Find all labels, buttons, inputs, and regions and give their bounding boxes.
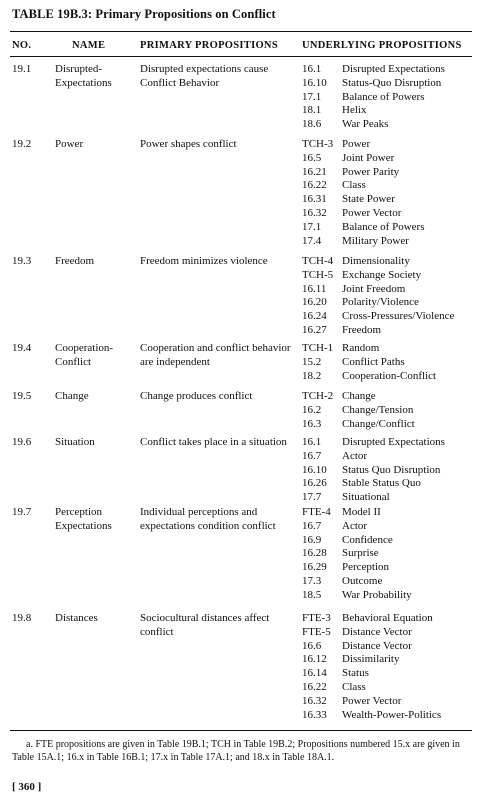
underlying-proposition [302, 390, 477, 404]
underlying-proposition [302, 310, 477, 324]
proposition-code: 16.20 [302, 296, 327, 309]
table-title: TABLE 19B.3: Primary Propositions on Conflict [12, 7, 276, 21]
underlying-proposition [302, 534, 477, 548]
proposition-code: 16.31 [302, 193, 327, 206]
row-number: 19.5 [12, 390, 32, 402]
proposition-label: Class [342, 680, 366, 693]
proposition-code: 16.1 [302, 63, 322, 75]
row-name: Perception Expectations [55, 506, 112, 532]
underlying-proposition [302, 695, 477, 709]
proposition-code: 17.3 [302, 574, 322, 587]
row-number: 19.4 [12, 342, 32, 354]
underlying-proposition [302, 667, 477, 681]
proposition-label: War Peaks [342, 118, 389, 131]
bottom-rule [10, 730, 472, 731]
row-underlying-propositions [302, 436, 477, 505]
row-primary-proposition: Change produces conflict [140, 390, 253, 402]
row-name: Change [55, 390, 89, 402]
footnote: a. FTE propositions are given in Table 19B.1; TCH in Table 19B.2; Propositions numbered 15.x are given in Table 15A.1; 16.x in Table 16B.1; 17.x in Table 17A.1; and 18.x in Table 18A.1. [12, 739, 460, 763]
underlying-proposition [302, 404, 477, 418]
proposition-code: 17.1 [302, 220, 322, 233]
row-underlying-propositions [302, 63, 477, 132]
proposition-label: Dimensionality [342, 255, 410, 267]
proposition-code: TCH-5 [302, 268, 334, 281]
row-number: 19.8 [12, 612, 32, 624]
proposition-code: TCH-2 [302, 390, 334, 402]
underlying-proposition [302, 681, 477, 695]
proposition-code: 16.5 [302, 151, 322, 164]
underlying-proposition [302, 612, 477, 626]
underlying-proposition [302, 640, 477, 654]
proposition-code: 16.7 [302, 519, 322, 532]
proposition-code: 16.6 [302, 639, 322, 652]
underlying-proposition [302, 221, 477, 235]
proposition-label: Status-Quo Disruption [342, 76, 442, 89]
underlying-proposition [302, 166, 477, 180]
top-rule [10, 31, 472, 32]
row-number: 19.6 [12, 436, 32, 448]
row-name: Cooperation- Conflict [55, 342, 114, 368]
underlying-proposition [302, 63, 477, 77]
row-underlying-propositions [302, 342, 477, 383]
row-primary-proposition: Individual perceptions and expectations condition conflict [140, 506, 276, 532]
row-name: Situation [55, 436, 95, 448]
row-primary-proposition: Sociocultural distances affect conflict [140, 612, 270, 638]
underlying-proposition [302, 324, 477, 338]
underlying-proposition [302, 235, 477, 249]
proposition-label: Disrupted Expectations [342, 436, 445, 448]
proposition-code: 16.32 [302, 694, 327, 707]
underlying-proposition [302, 436, 477, 450]
underlying-proposition [302, 207, 477, 221]
proposition-label: Random [342, 342, 380, 354]
underlying-proposition [302, 520, 477, 534]
proposition-label: Perception [342, 561, 390, 574]
proposition-code: 17.1 [302, 90, 322, 103]
proposition-label: Polarity/Violence [342, 296, 419, 309]
proposition-label: Power Vector [342, 206, 402, 219]
proposition-label: War Probability [342, 588, 412, 601]
proposition-label: Actor [342, 519, 368, 532]
header-primary: PRIMARY PROPOSITIONS [140, 40, 278, 51]
proposition-label: Military Power [342, 234, 409, 247]
row-underlying-propositions [302, 138, 477, 248]
underlying-proposition [302, 118, 477, 132]
page-number: [ 360 ] [12, 781, 42, 793]
proposition-label: Freedom [342, 323, 382, 336]
proposition-label: Situational [342, 491, 390, 504]
proposition-code: FTE-5 [302, 625, 331, 638]
proposition-code: 16.3 [302, 417, 322, 430]
proposition-label: Power [342, 138, 371, 150]
proposition-label: State Power [342, 193, 395, 206]
underlying-proposition [302, 104, 477, 118]
underlying-proposition [302, 193, 477, 207]
proposition-label: Change/Conflict [342, 417, 415, 430]
proposition-label: Joint Freedom [342, 282, 406, 295]
proposition-label: Helix [342, 104, 367, 117]
row-underlying-propositions [302, 506, 477, 603]
proposition-code: 18.2 [302, 369, 322, 382]
proposition-code: 16.22 [302, 179, 327, 192]
proposition-code: 16.33 [302, 708, 327, 721]
proposition-code: 16.9 [302, 533, 322, 546]
proposition-label: Balance of Powers [342, 90, 425, 103]
proposition-code: 18.5 [302, 588, 322, 601]
row-primary-proposition: Cooperation and conflict behavior are independent [140, 342, 291, 368]
proposition-code: 16.14 [302, 667, 327, 680]
row-name: Freedom [55, 255, 95, 267]
header-underlying: UNDERLYING PROPOSITIONS [302, 40, 462, 51]
underlying-proposition [302, 575, 477, 589]
proposition-code: 16.24 [302, 310, 327, 323]
row-number: 19.3 [12, 255, 32, 267]
proposition-code: 18.6 [302, 118, 322, 131]
proposition-label: Power Parity [342, 165, 400, 178]
proposition-code: 16.29 [302, 561, 327, 574]
underlying-proposition [302, 356, 477, 370]
proposition-code: 16.12 [302, 653, 327, 666]
proposition-code: 16.11 [302, 282, 327, 295]
proposition-code: 16.7 [302, 449, 322, 462]
proposition-code: 16.22 [302, 680, 327, 693]
underlying-proposition [302, 477, 477, 491]
header-name: NAME [72, 40, 106, 51]
underlying-proposition [302, 418, 477, 432]
underlying-proposition [302, 179, 477, 193]
proposition-label: Status Quo Disruption [342, 463, 441, 476]
proposition-code: 18.1 [302, 104, 322, 117]
proposition-label: Distance Vector [342, 625, 412, 638]
proposition-code: 16.21 [302, 165, 327, 178]
proposition-label: Cooperation-Conflict [342, 369, 437, 382]
proposition-code: 16.10 [302, 76, 327, 89]
proposition-code: 16.1 [302, 436, 322, 448]
underlying-proposition [302, 152, 477, 166]
row-number: 19.2 [12, 138, 32, 150]
proposition-label: Distance Vector [342, 639, 412, 652]
underlying-proposition [302, 506, 477, 520]
underlying-proposition [302, 296, 477, 310]
proposition-code: 15.2 [302, 355, 322, 368]
proposition-label: Conflict Paths [342, 355, 405, 368]
proposition-label: Stable Status Quo [342, 477, 421, 490]
proposition-label: Class [342, 179, 366, 192]
proposition-label: Cross-Pressures/Violence [342, 310, 455, 323]
underlying-proposition [302, 138, 477, 152]
row-underlying-propositions [302, 612, 477, 722]
proposition-label: Status [342, 667, 369, 680]
proposition-label: Wealth-Power-Politics [342, 708, 442, 721]
proposition-label: Model II [342, 506, 381, 518]
proposition-code: 16.27 [302, 323, 327, 336]
row-name: Disrupted- Expectations [55, 63, 112, 89]
row-number: 19.1 [12, 63, 32, 75]
underlying-proposition [302, 269, 477, 283]
underlying-proposition [302, 342, 477, 356]
proposition-code: 17.7 [302, 491, 322, 504]
proposition-label: Dissimilarity [342, 653, 400, 666]
proposition-code: TCH-3 [302, 138, 334, 150]
proposition-label: Behavioral Equation [342, 612, 433, 624]
proposition-code: 16.2 [302, 403, 322, 416]
proposition-label: Confidence [342, 533, 393, 546]
row-primary-proposition: Power shapes conflict [140, 138, 237, 150]
row-primary-proposition: Freedom minimizes violence [140, 255, 268, 267]
underlying-proposition [302, 255, 477, 269]
proposition-label: Balance of Powers [342, 220, 425, 233]
row-underlying-propositions [302, 255, 477, 338]
proposition-label: Power Vector [342, 694, 402, 707]
proposition-label: Surprise [342, 547, 379, 560]
header-rule [10, 56, 472, 57]
underlying-proposition [302, 561, 477, 575]
underlying-proposition [302, 626, 477, 640]
row-primary-proposition: Disrupted expectations cause Conflict Behavior [140, 63, 269, 89]
row-name: Distances [55, 612, 98, 624]
underlying-proposition [302, 464, 477, 478]
underlying-proposition [302, 653, 477, 667]
proposition-code: TCH-1 [302, 342, 334, 354]
proposition-label: Change [342, 390, 376, 402]
proposition-code: TCH-4 [302, 255, 334, 267]
underlying-proposition [302, 450, 477, 464]
row-name: Power [55, 138, 84, 150]
proposition-label: Joint Power [342, 151, 395, 164]
proposition-code: 17.4 [302, 234, 322, 247]
proposition-code: 16.26 [302, 477, 327, 490]
underlying-proposition [302, 91, 477, 105]
underlying-proposition [302, 589, 477, 603]
proposition-label: Change/Tension [342, 403, 414, 416]
underlying-proposition [302, 77, 477, 91]
underlying-proposition [302, 709, 477, 723]
proposition-label: Outcome [342, 574, 383, 587]
proposition-label: Actor [342, 449, 368, 462]
row-underlying-propositions [302, 390, 477, 431]
proposition-label: Exchange Society [342, 268, 422, 281]
underlying-proposition [302, 283, 477, 297]
proposition-code: 16.32 [302, 206, 327, 219]
underlying-proposition [302, 547, 477, 561]
proposition-code: 16.10 [302, 463, 327, 476]
underlying-proposition [302, 491, 477, 505]
header-no: NO. [12, 40, 32, 51]
row-primary-proposition: Conflict takes place in a situation [140, 436, 287, 448]
proposition-code: FTE-3 [302, 612, 331, 624]
proposition-code: 16.28 [302, 547, 327, 560]
proposition-code: FTE-4 [302, 506, 331, 518]
row-number: 19.7 [12, 506, 32, 518]
underlying-proposition [302, 370, 477, 384]
proposition-label: Disrupted Expectations [342, 63, 445, 75]
